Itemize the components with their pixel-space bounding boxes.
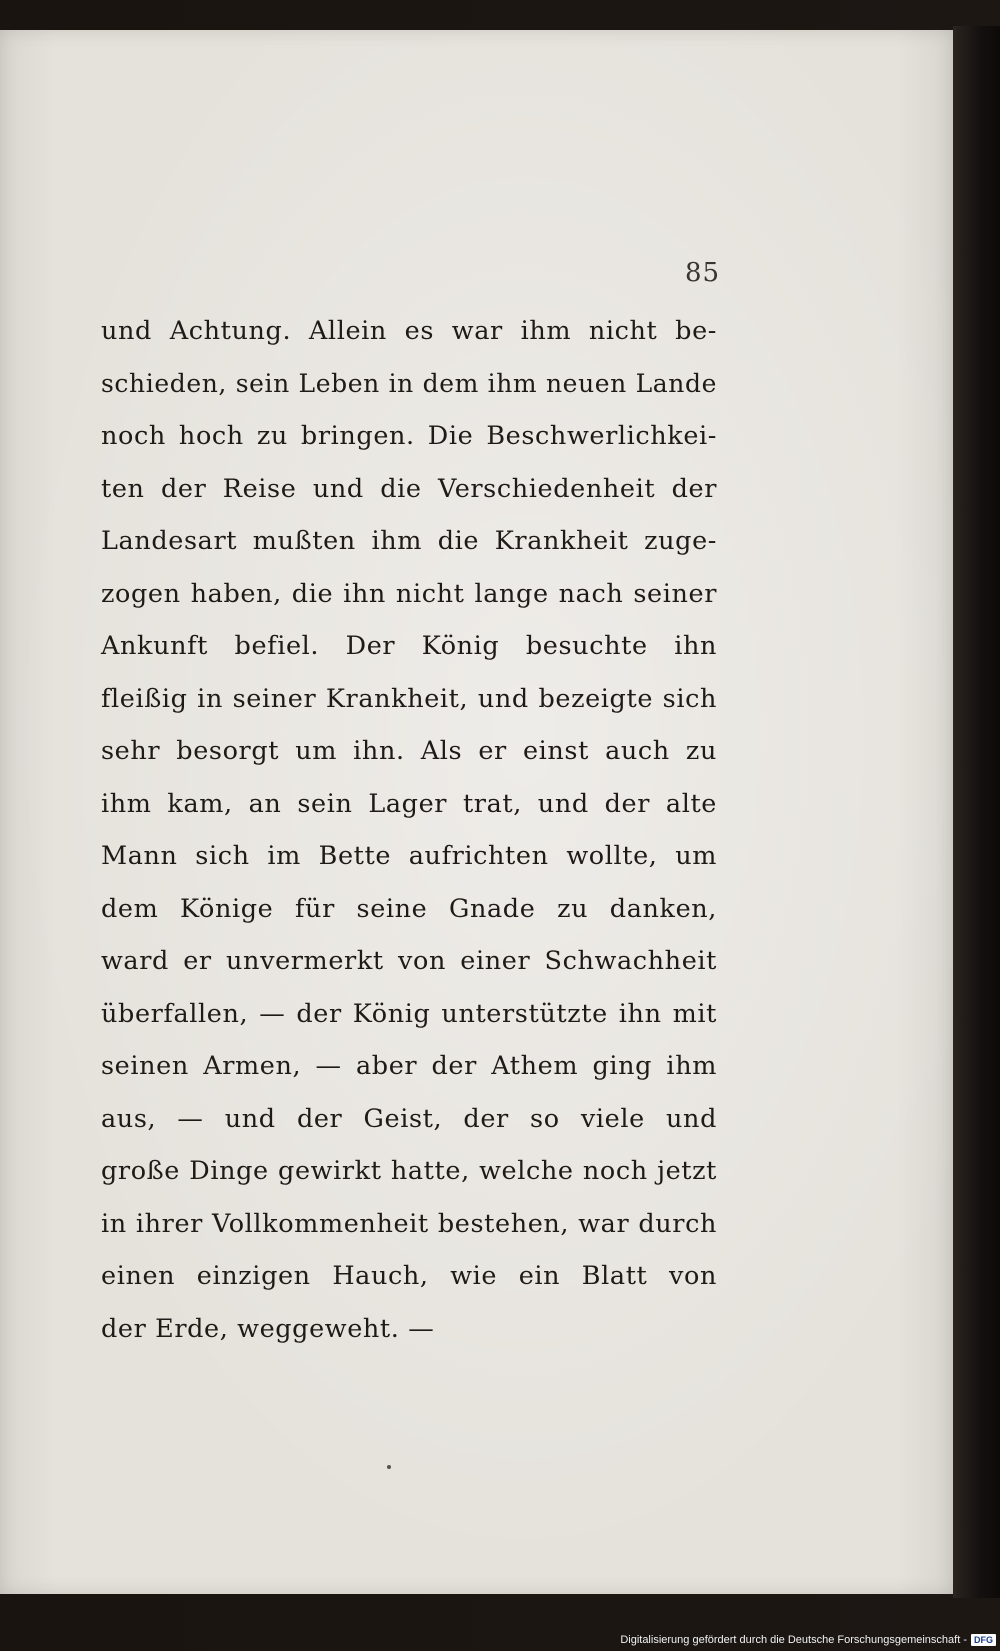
text-line: ihm kam, an sein Lager trat, und der alte: [101, 788, 717, 819]
text-line: dem Könige für seine Gnade zu danken,: [101, 893, 717, 924]
text-line: schieden, sein Leben in dem ihm neuen Lande: [101, 368, 717, 398]
text-line: ward er unvermerkt von einer Schwachheit: [101, 946, 717, 976]
text-line: in ihrer Vollkommenheit bestehen, war durch: [101, 1208, 717, 1239]
digitization-credit: [620, 1631, 996, 1649]
paper-speck: [387, 1465, 391, 1469]
text-line: überfallen, — der König unterstützte ihn mit: [101, 998, 717, 1029]
page-number: 85: [685, 258, 721, 288]
text-line: einen einzigen Hauch, wie ein Blatt von: [101, 1261, 717, 1291]
text-line: Ankunft befiel. Der König besuchte ihn: [101, 631, 717, 661]
text-line: aus, — und der Geist, der so viele und: [101, 1103, 717, 1134]
text-line-last: der Erde, weggeweht. —: [101, 1313, 435, 1344]
book-edge: [953, 26, 1000, 1598]
text-line: und Achtung. Allein es war ihm nicht be-: [101, 316, 717, 346]
text-line: fleißig in seiner Krankheit, und bezeigte sich: [101, 683, 717, 714]
book-page: [0, 30, 953, 1594]
text-line: Landesart mußten ihm die Krankheit zuge-: [101, 526, 717, 556]
text-line: sehr besorgt um ihn. Als er einst auch zu: [101, 736, 717, 766]
text-block: [101, 305, 717, 1355]
text-line: noch hoch zu bringen. Die Beschwerlichkei-: [101, 421, 717, 451]
dfg-logo: DFG: [971, 1634, 996, 1646]
text-line: große Dinge gewirkt hatte, welche noch jetzt: [101, 1156, 717, 1186]
text-line: seinen Armen, — aber der Athem ging ihm: [101, 1051, 717, 1081]
text-line: zogen haben, die ihn nicht lange nach seiner: [101, 578, 717, 609]
text-line: Mann sich im Bette aufrichten wollte, um: [101, 841, 717, 871]
credit-text: Digitalisierung gefördert durch die Deutsche Forschungsgemeinschaft -: [620, 1634, 967, 1646]
text-line: ten der Reise und die Verschiedenheit der: [101, 473, 717, 504]
